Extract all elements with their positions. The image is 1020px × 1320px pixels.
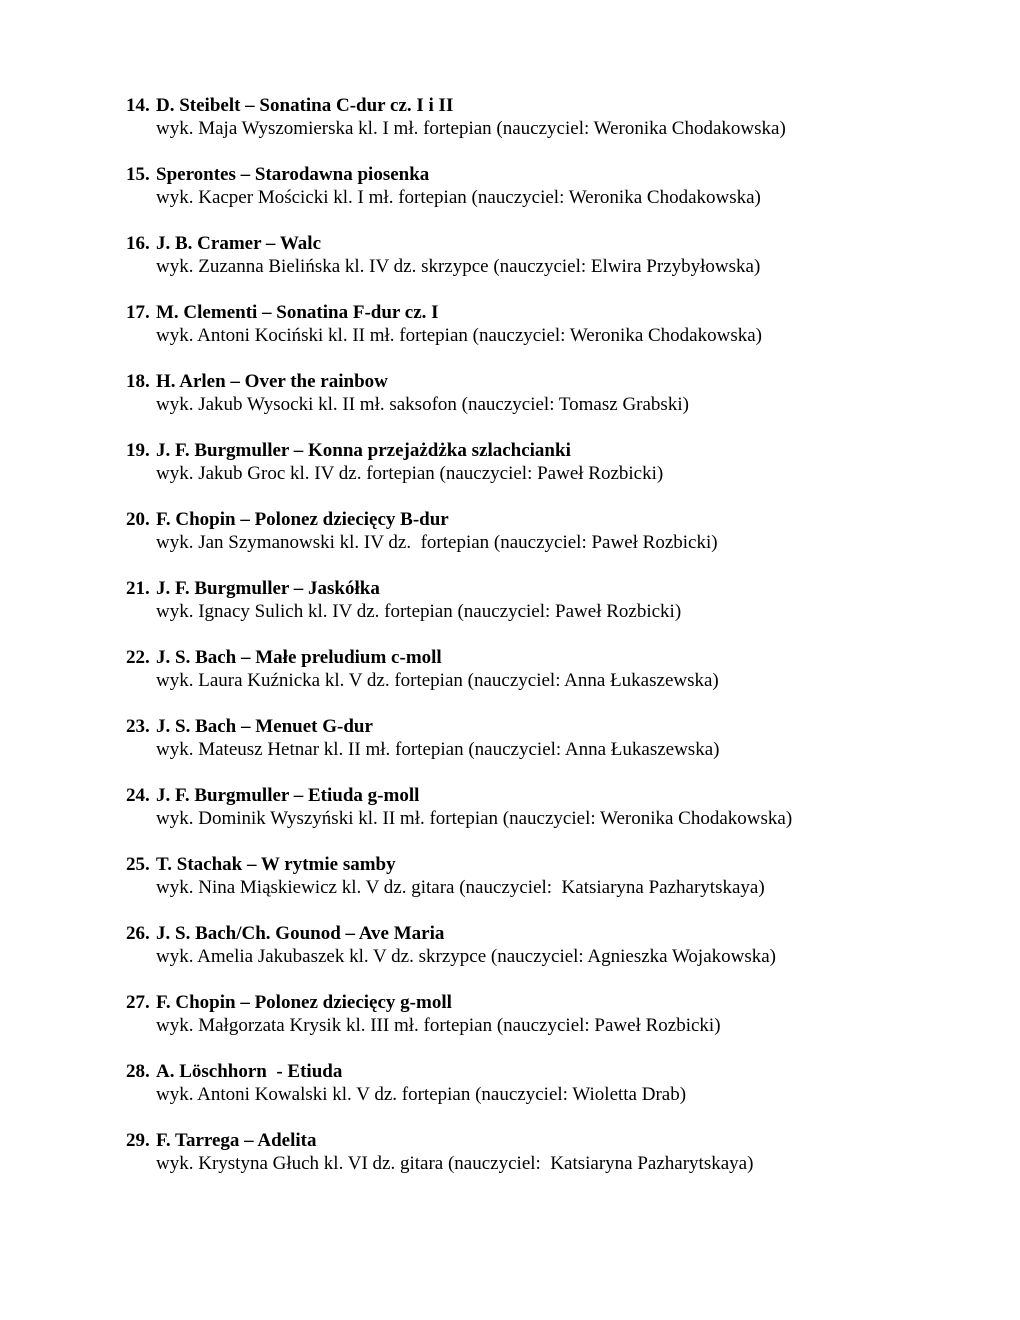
piece-title <box>126 922 886 945</box>
performer-line: wyk. Laura Kuźnicka kl. V dz. fortepian (nauczyciel: Anna Łukaszewska) <box>156 670 719 691</box>
performer-line: wyk. Krystyna Głuch kl. VI dz. gitara (nauczyciel: Katsiaryna Pazharytskaya) <box>156 1153 754 1174</box>
piece-title <box>126 232 886 255</box>
piece-name: J. S. Bach – Menuet G-dur <box>156 716 373 737</box>
program-item-16 <box>126 232 886 301</box>
performer-line: wyk. Dominik Wyszyński kl. II mł. fortepian (nauczyciel: Weronika Chodakowska) <box>156 808 793 829</box>
piece-title <box>126 1129 886 1152</box>
program-item-28 <box>126 1060 886 1129</box>
item-number: 17. <box>126 302 150 323</box>
item-number: 18. <box>126 371 150 392</box>
piece-title <box>126 301 886 324</box>
item-number: 25. <box>126 854 150 875</box>
piece-title <box>126 1060 886 1083</box>
program-item-15 <box>126 163 886 232</box>
performer-line: wyk. Ignacy Sulich kl. IV dz. fortepian (nauczyciel: Paweł Rozbicki) <box>156 601 682 622</box>
program-item-25 <box>126 853 886 922</box>
program-item-19 <box>126 439 886 508</box>
item-number: 19. <box>126 440 150 461</box>
piece-title <box>126 853 886 876</box>
item-number: 24. <box>126 785 150 806</box>
program-item-14 <box>126 94 886 163</box>
item-number: 27. <box>126 992 150 1013</box>
item-number: 20. <box>126 509 150 530</box>
performer-line: wyk. Maja Wyszomierska kl. I mł. fortepian (nauczyciel: Weronika Chodakowska) <box>156 118 786 139</box>
item-number: 29. <box>126 1130 150 1151</box>
performer-line: wyk. Antoni Kociński kl. II mł. fortepian (nauczyciel: Weronika Chodakowska) <box>156 325 762 346</box>
piece-title <box>126 577 886 600</box>
item-number: 26. <box>126 923 150 944</box>
piece-name: A. Löschhorn - Etiuda <box>156 1061 343 1082</box>
item-number: 14. <box>126 95 150 116</box>
performer-line: wyk. Mateusz Hetnar kl. II mł. fortepian (nauczyciel: Anna Łukaszewska) <box>156 739 720 760</box>
piece-name: F. Chopin – Polonez dziecięcy g-moll <box>156 992 452 1013</box>
piece-name: Sperontes – Starodawna piosenka <box>156 164 430 185</box>
item-number: 16. <box>126 233 150 254</box>
performer-line: wyk. Nina Miąskiewicz kl. V dz. gitara (nauczyciel: Katsiaryna Pazharytskaya) <box>156 877 765 898</box>
item-number: 28. <box>126 1061 150 1082</box>
piece-name: J. S. Bach – Małe preludium c-moll <box>156 647 442 668</box>
performer-line: wyk. Zuzanna Bielińska kl. IV dz. skrzypce (nauczyciel: Elwira Przybyłowska) <box>156 256 761 277</box>
performer-line: wyk. Jan Szymanowski kl. IV dz. fortepian (nauczyciel: Paweł Rozbicki) <box>156 532 718 553</box>
item-number: 23. <box>126 716 150 737</box>
piece-title <box>126 784 886 807</box>
program-item-26 <box>126 922 886 991</box>
piece-name: J. F. Burgmuller – Jaskółka <box>156 578 380 599</box>
program-item-18 <box>126 370 886 439</box>
piece-name: D. Steibelt – Sonatina C-dur cz. I i II <box>156 95 454 116</box>
piece-title <box>126 439 886 462</box>
performer-line: wyk. Jakub Groc kl. IV dz. fortepian (nauczyciel: Paweł Rozbicki) <box>156 463 664 484</box>
piece-title <box>126 715 886 738</box>
piece-title <box>126 508 886 531</box>
item-number: 21. <box>126 578 150 599</box>
performer-line: wyk. Amelia Jakubaszek kl. V dz. skrzypce (nauczyciel: Agnieszka Wojakowska) <box>156 946 777 967</box>
piece-name: F. Tarrega – Adelita <box>156 1130 317 1151</box>
performer-line: wyk. Kacper Mościcki kl. I mł. fortepian (nauczyciel: Weronika Chodakowska) <box>156 187 761 208</box>
piece-name: F. Chopin – Polonez dziecięcy B-dur <box>156 509 449 530</box>
performer-line: wyk. Małgorzata Krysik kl. III mł. fortepian (nauczyciel: Paweł Rozbicki) <box>156 1015 721 1036</box>
piece-name: T. Stachak – W rytmie samby <box>156 854 396 875</box>
program-item-21 <box>126 577 886 646</box>
program-item-23 <box>126 715 886 784</box>
program-item-29 <box>126 1129 886 1198</box>
program-item-20 <box>126 508 886 577</box>
piece-title <box>126 163 886 186</box>
performer-line: wyk. Jakub Wysocki kl. II mł. saksofon (nauczyciel: Tomasz Grabski) <box>156 394 689 415</box>
piece-title <box>126 370 886 393</box>
piece-name: J. S. Bach/Ch. Gounod – Ave Maria <box>156 923 445 944</box>
item-number: 22. <box>126 647 150 668</box>
program-item-27 <box>126 991 886 1060</box>
piece-name: J. B. Cramer – Walc <box>156 233 321 254</box>
piece-name: J. F. Burgmuller – Etiuda g-moll <box>156 785 420 806</box>
piece-title <box>126 991 886 1014</box>
concert-program-list <box>126 94 886 1198</box>
piece-name: H. Arlen – Over the rainbow <box>156 371 388 392</box>
program-item-22 <box>126 646 886 715</box>
program-item-17 <box>126 301 886 370</box>
piece-title <box>126 646 886 669</box>
performer-line: wyk. Antoni Kowalski kl. V dz. fortepian (nauczyciel: Wioletta Drab) <box>156 1084 687 1105</box>
piece-title <box>126 94 886 117</box>
piece-name: J. F. Burgmuller – Konna przejażdżka szlachcianki <box>156 440 571 461</box>
program-item-24 <box>126 784 886 853</box>
piece-name: M. Clementi – Sonatina F-dur cz. I <box>156 302 439 323</box>
item-number: 15. <box>126 164 150 185</box>
